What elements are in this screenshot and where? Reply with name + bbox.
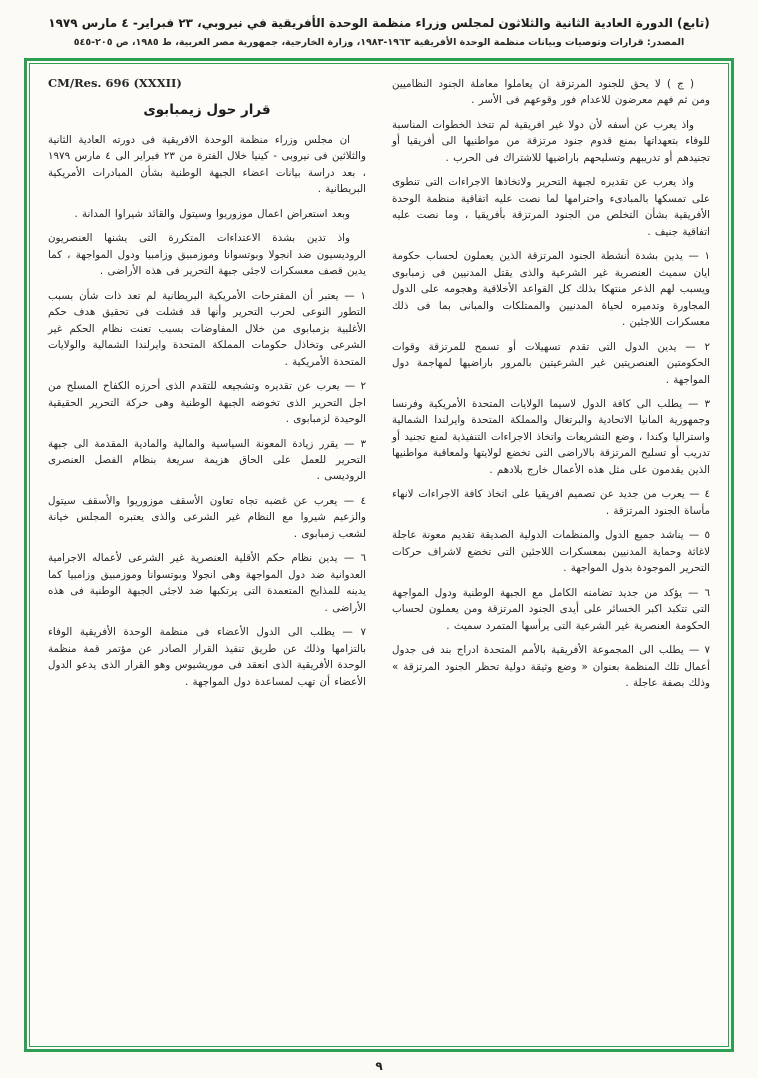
numbered-item: ٤ — يعرب عن غضبه تجاه تعاون الأسقف موزوريوا والأسقف سيتول والزعيم شيروا مع النظام غير الشرعى والذى يعتبره المجلس خيانة لشعب زمبابوى . <box>48 494 366 540</box>
session-caption: (تابع) الدورة العادية الثانية والثلاثون لمجلس وزراء منظمة الوحدة الأفريقية في نيروبي، ٢٣ فبراير- ٤ مارس ١٩٧٩ <box>48 16 710 30</box>
numbered-item: ٧ — يطلب الى المجموعة الأفريقية بالأمم المتحدة ادراج بند فى جدول أعمال تلك المنظمة بعنوان « وضع وثيقة دولية تحظر الجنود المرتزقة » وذلك بصفة عاجلة . <box>392 644 710 689</box>
source-caption: المصدر: قرارات وتوصيات وبيانات منظمة الوحدة الأفريقية ١٩٦٣-١٩٨٣، وزارة الخارجية، جمهورية مصر العربية، ط ١٩٨٥، ص ٢٠٥-٥٤٥ <box>73 37 685 48</box>
numbered-item: ٢ — يعرب عن تقديره وتشجيعه للتقدم الذى أحرزه الكفاح المسلح من اجل التحرير الذى تخوضه الجبهة الوطنية وهى حركة التحرير الحقيقية الوحيدة لزمبابوى . <box>48 380 366 426</box>
paragraph-preamble: ان مجلس وزراء منظمة الوحدة الافريقية فى دورته العادية الثانية والثلاثين فى نيروبى - كينيا خلال الفترة من ٢٣ فبراير الى ٤ مارس ١٩٧٩ ، بعد دراسة بيانات اعضاء الجبهة الوطنية بشأن المبادرات الأمريكية البريطانية . <box>48 134 366 196</box>
numbered-item: ١ — يدين بشدة أنشطة الجنود المرتزقة الذين يعملون لحساب حكومة ايان سميث العنصرية غير الشرعية والذى يقتل المدنيين فى زمبابوى ويسبب لهم الذعر منتهكا بذلك كل القواعد الأخلاقية وهجومه على الدول المجاورة وتدميره لحياة المدنيين والممتلكات والمبانى بما فى ذلك معسكرات اللاجئين . <box>392 250 710 329</box>
paragraph-preamble: واذ تدين بشدة الاعتداءات المتكررة التى يشنها العنصريون الروديسيون ضد انجولا وبوتسوانا وموزمبيق وزامبيا ودول المواجهة ، كما يدين قصف معسكرات لاجئى جبهة التحرير فى هذه الأراضى . <box>48 232 366 278</box>
paragraph-preamble: واذ يعرب عن تقديره لجبهة التحرير ولاتخاذها الاجراءات التى تنطوى على تمسكها بالمبادىء واحترامها لما نصت عليه اتفاقية منظمة الوحدة الأفريقية بشأن التخلص من الجنود المرتزقة بأفريقيا ، وما نصت عليه اتفاقية جنيف . <box>392 176 710 238</box>
paragraph-preamble: وبعد استعراض اعمال موزوريوا وسيتول والقائد شيراوا المدانة . <box>74 207 350 220</box>
numbered-item: ٢ — يدين الدول التى تقدم تسهيلات أو تسمح للمرتزقة وقوات الحكومتين العنصريتين غير الشرعيتين بالمرور باراضيها لمهاجمة دول المواجهة . <box>392 340 710 386</box>
numbered-item: ٣ — يقرر زيادة المعونة السياسية والمالية والمادية المقدمة الى جبهة التحرير للعمل على الحاق هزيمة سريعة بنظام الفصل العنصرى الروديسى . <box>48 437 366 483</box>
numbered-item: ٥ — يناشد جميع الدول والمنظمات الدولية الصديقة تقديم معونة عاجلة لاغاثة وحماية المدنيين بمعسكرات اللاجئين التى تخضع لاشراف حركات التحرير الموجودة بدول المواجهة . <box>392 529 710 575</box>
numbered-item: ٦ — يدين نظام حكم الأقلية العنصرية غير الشرعى لأعماله الاجرامية العدوانية ضد دول المواجهة وهى انجولا وبوتسوانا وموزمبيق وزامبيا كما يدينه للمذابح المتعمدة التى يرتكبها ضد لاجئى الجبهة الوطنية فى هذه الأراضى . <box>48 552 366 614</box>
frame-inner-border <box>29 63 729 1047</box>
numbered-item: ٣ — يطلب الى كافة الدول لاسيما الولايات المتحدة الأمريكية وفرنسا وجمهورية المانيا الاتحادية والبرتغال والمملكة المتحدة وايرلندا الشمالية واستراليا وكندا ، وضع التشريعات واتخاذ الاجراءات التنفيذية لمنع تجنيد أو تدريب أو تسليح المرتزقة بالاراضى التى تخضع لولايتها ولمعاقبة مواطنيها الذين يقدمون على مثل هذه الأعمال خارج بلادهم . <box>392 397 710 476</box>
right-column <box>392 76 710 1038</box>
left-column <box>48 76 366 1038</box>
paragraph-clause-j: ( ج ) لا يحق للجنود المرتزقة ان يعاملوا معاملة الجنود النظاميين ومن ثم فهم معرضون للاعدام فور وقوعهم فى الأسر . <box>392 78 710 107</box>
paragraph-preamble: واذ يعرب عن أسفه لأن دولا غير افريقية لم تتخذ الخطوات المناسبة للوفاء بتعهداتها بمنع قدوم جنود مرتزقة من مواطنيها الى أفريقيا أو تجنيدهم أو تدريبهم وتسليحهم باراضيها للاشتراك فى الحرب . <box>392 118 710 164</box>
numbered-item: ٧ — يطلب الى الدول الأعضاء فى منظمة الوحدة الأفريقية الوفاء بالتزامها وذلك عن طريق تنفيذ القرار الصادر عن مؤتمر قمة منظمة الوحدة الأفريقية الذى انعقد فى موريشيوس وهو القرار الذى يدعو الدول الأعضاء أن تهب لمساعدة دول المواجهة . <box>48 626 366 688</box>
two-column-text <box>48 76 710 1038</box>
resolution-title: قرار حول زيمبابوى <box>143 102 271 118</box>
numbered-item: ١ — يعتبر أن المقترحات الأمريكية البريطانية لم تعد ذات شأن بسبب التطور النوعى لحرب التحرير وأنها قد فشلت فى تحقيق هدف حكم الأغلبية بزمبابوى من خلال المفاوضات بسبب تعنت نظام الحكم غير الشرعى وتخاذل حكومات المملكة المتحدة وايرلندا الشمالية والولايات المتحدة الأمريكية . <box>48 289 366 368</box>
green-double-frame <box>24 58 734 1052</box>
numbered-item: ٦ — يؤكد من جديد تضامنه الكامل مع الجبهة الوطنية ودول المواجهة التى تتكبد اكبر الخسائر على أيدى الجنود المرتزقة ومن يعملون لحساب الحكومة العنصرية غير الشرعية التى يرأسها المتمرد سميث . <box>392 586 710 632</box>
numbered-item: ٤ — يعرب من جديد عن تصميم افريقيا على اتخاذ كافة الاجراءات لانهاء مأساة الجنود المرتزقة . <box>392 488 710 517</box>
page-header <box>14 16 744 48</box>
resolution-number: CM/Res. 696 (XXXII) <box>48 76 182 90</box>
page-number: ٩ <box>375 1059 383 1073</box>
